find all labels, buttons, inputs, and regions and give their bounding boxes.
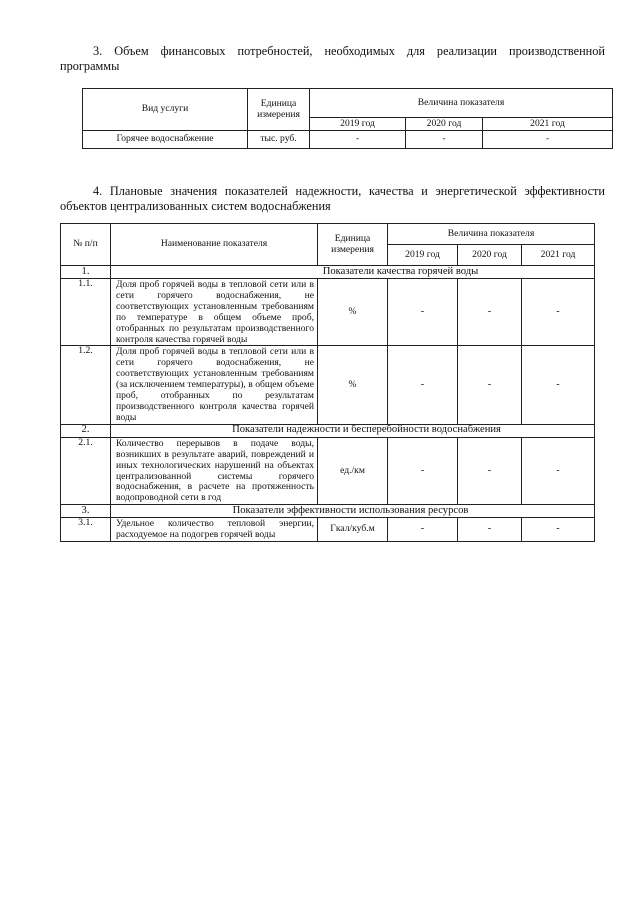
- header-service: Вид услуги: [83, 89, 248, 131]
- section-title-text: Показатели надежности и бесперебойности водоснабжения: [232, 424, 501, 436]
- value-cell: -: [522, 279, 595, 346]
- header-year: 2019 год: [310, 118, 406, 131]
- row-num: 1.1.: [61, 279, 111, 346]
- section-row: [61, 505, 595, 518]
- value-cell: -: [458, 437, 522, 504]
- row-num: 3.1.: [61, 518, 111, 542]
- value-cell: -: [483, 131, 613, 149]
- value-cell: -: [522, 518, 595, 542]
- header-num: № п/п: [61, 224, 111, 266]
- section-3-heading: 3. Объем финансовых потребностей, необходимых для реализации производственной программы: [60, 44, 605, 73]
- indicator-name: Количество перерывов в подаче воды, возникших в результате аварий, повреждений и иных технологических нарушений на объектах централизованной системы горячего водоснабжения, в расчете на протяженность водопроводной сети в год: [111, 437, 318, 504]
- table-row: [61, 279, 595, 346]
- value-cell: -: [522, 437, 595, 504]
- indicator-name: Доля проб горячей воды в тепловой сети или в сети горячего водоснабжения, не соответствующих установленным требованиям по температуре в общем объеме проб, отобранных по результатам производственного контроля качества горячей воды: [111, 279, 318, 346]
- section-row: [61, 424, 595, 437]
- row-num: 1.2.: [61, 346, 111, 424]
- section-num: 1.: [61, 266, 111, 279]
- value-cell: -: [388, 437, 458, 504]
- unit-cell: ед./км: [318, 437, 388, 504]
- header-year: 2021 год: [483, 118, 613, 131]
- header-unit: Единица измерения: [248, 89, 310, 131]
- value-cell: -: [522, 346, 595, 424]
- value-cell: -: [458, 518, 522, 542]
- indicator-name: Удельное количество тепловой энергии, расходуемое на подогрев горячей воды: [111, 518, 318, 542]
- unit-cell: %: [318, 346, 388, 424]
- section-title: [111, 505, 595, 518]
- section-title: [111, 424, 595, 437]
- unit-cell: Гкал/куб.м: [318, 518, 388, 542]
- table-row: [83, 131, 613, 149]
- value-cell: -: [388, 279, 458, 346]
- value-cell: -: [388, 518, 458, 542]
- section-title-text: Показатели качества горячей воды: [322, 265, 479, 277]
- section-row: [61, 266, 595, 279]
- table-row: [61, 518, 595, 542]
- value-cell: -: [458, 279, 522, 346]
- section-4-heading: 4. Плановые значения показателей надежности, качества и энергетической эффективности объектов централизованных систем водоснабжения: [60, 184, 605, 213]
- indicators-table: [60, 223, 595, 542]
- table-row: [61, 437, 595, 504]
- indicator-name: Доля проб горячей воды в тепловой сети или в сети горячего водоснабжения, не соответствующих установленным требованиям (за исключением температуры), в общем объеме проб, отобранных по результатам производственного контроля качества горячей воды: [111, 346, 318, 424]
- header-name: Наименование показателя: [111, 224, 318, 266]
- value-cell: -: [458, 346, 522, 424]
- header-year: 2020 год: [406, 118, 483, 131]
- header-unit: Единица измерения: [318, 224, 388, 266]
- table-row: [61, 346, 595, 424]
- header-year: 2020 год: [458, 245, 522, 266]
- section-title: [111, 266, 595, 279]
- header-value: Величина показателя: [388, 224, 595, 245]
- section-title-text: Показатели эффективности использования ресурсов: [232, 504, 469, 516]
- unit-cell: %: [318, 279, 388, 346]
- header-year: 2019 год: [388, 245, 458, 266]
- section-num: 2.: [61, 424, 111, 437]
- header-value: Величина показателя: [310, 89, 613, 118]
- section-num: 3.: [61, 505, 111, 518]
- value-cell: -: [406, 131, 483, 149]
- service-name: Горячее водоснабжение: [83, 131, 248, 149]
- header-year: 2021 год: [522, 245, 595, 266]
- unit-cell: тыс. руб.: [248, 131, 310, 149]
- value-cell: -: [388, 346, 458, 424]
- row-num: 2.1.: [61, 437, 111, 504]
- value-cell: -: [310, 131, 406, 149]
- financial-needs-table: [82, 88, 613, 149]
